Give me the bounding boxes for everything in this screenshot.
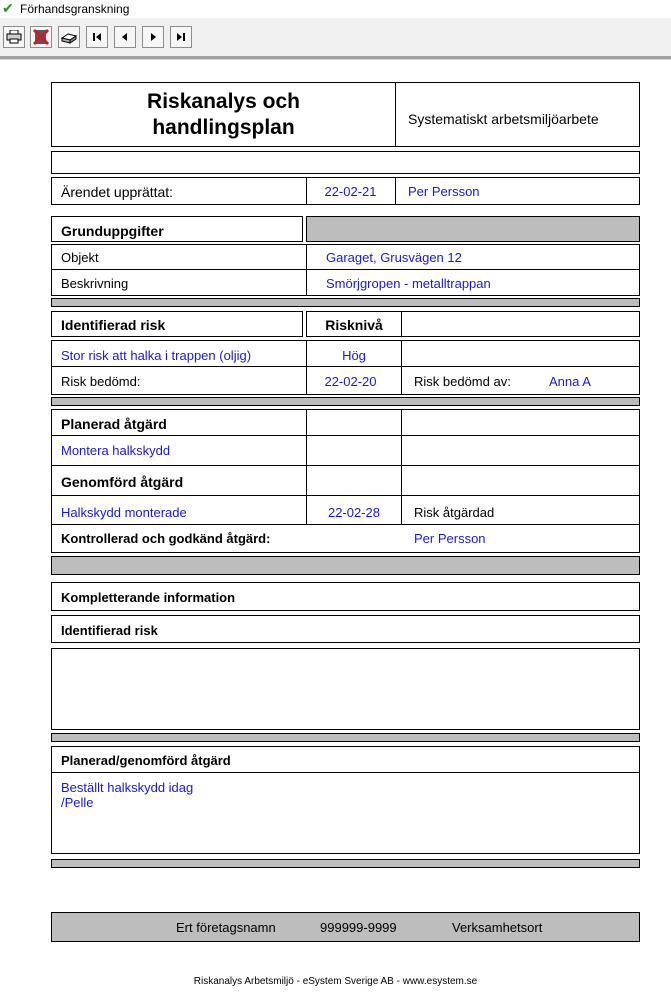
check-icon: ✔ bbox=[2, 0, 14, 16]
risk-level-value: Hög bbox=[342, 348, 366, 363]
risk-header-empty-cell bbox=[401, 311, 640, 337]
object-value: Garaget, Grusvägen 12 bbox=[326, 250, 462, 265]
additional-info-header: Kompletterande information bbox=[61, 590, 236, 605]
planned-action-header: Planerad åtgärd bbox=[61, 416, 167, 432]
first-page-icon bbox=[92, 32, 102, 42]
close-x-icon bbox=[32, 28, 50, 46]
actions-row-divider-2 bbox=[51, 465, 640, 466]
risk-remedied-label: Risk åtgärdad bbox=[414, 505, 495, 520]
close-button[interactable] bbox=[30, 26, 52, 48]
description-label: Beskrivning bbox=[61, 276, 129, 291]
basic-info-col-divider bbox=[306, 244, 307, 296]
risk-header: Identifierad risk bbox=[61, 317, 166, 333]
window-titlebar bbox=[0, 0, 671, 18]
preview-toolbar bbox=[0, 18, 671, 56]
report-title bbox=[52, 89, 395, 141]
completed-action-date: 22-02-28 bbox=[327, 505, 381, 520]
planned-completed-divider bbox=[51, 772, 640, 773]
case-created-date: 22-02-21 bbox=[324, 184, 377, 199]
case-created-person: Per Persson bbox=[408, 184, 480, 199]
last-page-button[interactable] bbox=[170, 26, 192, 48]
completed-action-header: Genomförd åtgärd bbox=[61, 474, 184, 490]
planned-action-value: Montera halkskydd bbox=[61, 443, 171, 458]
basic-info-header-fill bbox=[306, 216, 640, 242]
planned-completed-text bbox=[61, 780, 193, 810]
risk-level-header: Risknivå bbox=[325, 317, 383, 333]
empty-row bbox=[51, 151, 640, 174]
printer-icon bbox=[6, 30, 22, 44]
toolbar-separator bbox=[0, 56, 671, 60]
additional-risk-header: Identifierad risk bbox=[61, 623, 158, 638]
risk-assessed-label: Risk bedömd: bbox=[61, 374, 141, 389]
report-title-line2: handlingsplan bbox=[152, 116, 295, 139]
basic-info-row-divider bbox=[51, 269, 640, 270]
description-value: Smörjgropen - metalltrappan bbox=[326, 276, 491, 291]
risk-assessed-date: 22-02-20 bbox=[324, 374, 377, 389]
planned-completed-line1: Beställt halkskydd idag bbox=[61, 780, 194, 795]
actions-row-divider-1 bbox=[51, 435, 640, 436]
approved-action-person: Per Persson bbox=[414, 531, 486, 546]
risk-row-divider bbox=[51, 366, 640, 367]
completed-action-value: Halkskydd monterade bbox=[61, 505, 187, 520]
section-separator bbox=[51, 733, 640, 742]
print-button[interactable] bbox=[3, 26, 25, 48]
section-separator bbox=[51, 397, 640, 406]
risk-assessed-by-label: Risk bedömd av: bbox=[414, 374, 511, 389]
previous-page-icon bbox=[120, 32, 130, 42]
report-subtitle: Systematiskt arbetsmiljöarbete bbox=[408, 111, 599, 127]
report-title-line1: Riskanalys och bbox=[147, 90, 300, 113]
case-divider-2 bbox=[395, 177, 396, 205]
actions-row-divider-3 bbox=[51, 495, 640, 496]
company-orgnr: 999999-9999 bbox=[320, 920, 397, 935]
printer-setup-icon bbox=[60, 30, 78, 44]
next-page-icon bbox=[148, 32, 158, 42]
section-separator bbox=[51, 298, 640, 307]
basic-info-title: Grunduppgifter bbox=[61, 223, 164, 239]
approved-action-label: Kontrollerad och godkänd åtgärd: bbox=[61, 531, 271, 546]
previous-page-button[interactable] bbox=[114, 26, 136, 48]
next-page-button[interactable] bbox=[142, 26, 164, 48]
header-divider bbox=[395, 82, 396, 147]
section-separator bbox=[51, 556, 640, 575]
section-separator bbox=[51, 859, 640, 868]
last-page-icon bbox=[176, 32, 186, 42]
additional-risk-text-area bbox=[51, 648, 640, 730]
window-title: Förhandsgranskning bbox=[20, 2, 130, 16]
risk-assessed-by-value: Anna A bbox=[549, 374, 591, 389]
risk-value: Stor risk att halka i trappen (oljig) bbox=[61, 348, 252, 363]
object-label: Objekt bbox=[61, 250, 99, 265]
planned-completed-header: Planerad/genomförd åtgärd bbox=[61, 753, 231, 768]
page-footer: Riskanalys Arbetsmiljö - eSystem Sverige AB - www.esystem.se bbox=[193, 976, 478, 987]
actions-row-divider-4 bbox=[51, 524, 640, 525]
planned-completed-line2: /Pelle bbox=[61, 795, 94, 810]
first-page-button[interactable] bbox=[86, 26, 108, 48]
company-place: Verksamhetsort bbox=[452, 920, 543, 935]
printer-setup-button[interactable] bbox=[58, 26, 80, 48]
company-name: Ert företagsnamn bbox=[176, 920, 276, 935]
case-created-label: Ärendet upprättat: bbox=[61, 184, 174, 200]
